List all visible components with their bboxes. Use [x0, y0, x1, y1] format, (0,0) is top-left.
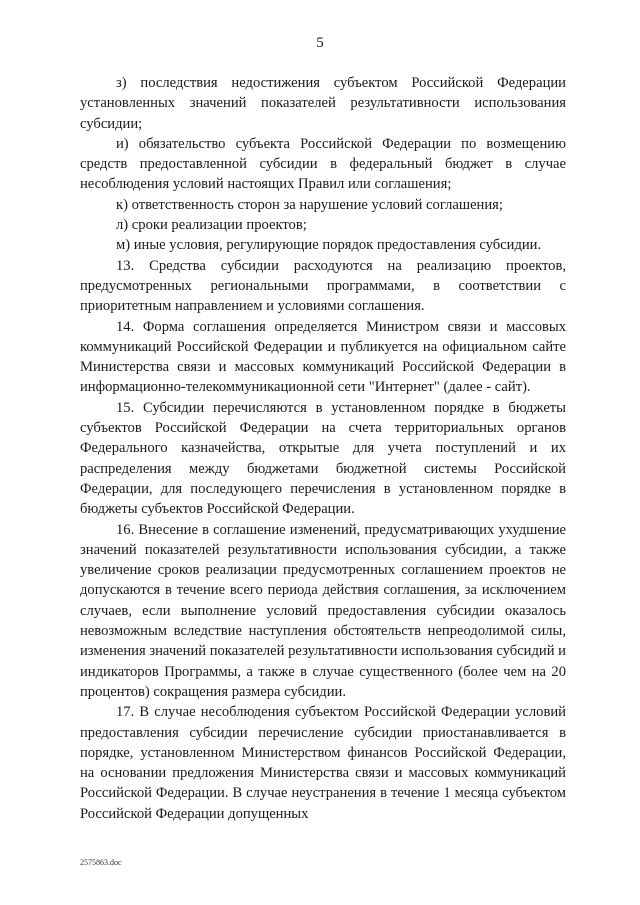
document-body [80, 73, 566, 824]
page-number: 5 [316, 35, 324, 51]
paragraph-16: 16. Внесение в соглашение изменений, предусматривающих ухудшение значений показателей результативности использования субсидии, а также увеличение сроков реализации предусмотренных соглашением проектов не допускаются в течение всего периода действия соглашения, за исключением случаев, если выполнение условий предоставления субсидии оказалось невозможным вследствие наступления обстоятельств непреодолимой силы, изменения значений показателей результативности использования субсидий и индикаторов Программы, а также в случае существенного (более чем на 20 процентов) сокращения размера субсидии. [80, 521, 566, 700]
paragraph-l: л) сроки реализации проектов; [116, 217, 307, 234]
paragraph-14: 14. Форма соглашения определяется Министром связи и массовых коммуникаций Российской Федерации и публикуется на официальном сайте Министерства связи и массовых коммуникаций Российской Федерации в информационно-телекоммуникационной сети "Интернет" (далее - сайт). [80, 318, 566, 396]
paragraph-k: к) ответственность сторон за нарушение условий соглашения; [116, 196, 503, 213]
paragraph-i: и) обязательство субъекта Российской Федерации по возмещению средств предоставленной субсидии в федеральный бюджет в случае несоблюдения условий настоящих Правил или соглашения; [80, 135, 566, 193]
paragraph-17: 17. В случае несоблюдения субъектом Российской Федерации условий предоставления субсидии перечисление субсидии приостанавливается в порядке, установленном Министерством финансов Российской Федерации, на основании предложения Министерства связи и массовых коммуникаций Российской Федерации. В случае неустранения в течение 1 месяца субъектом Российской Федерации допущенных [80, 704, 566, 822]
paragraph-z: з) последствия недостижения субъектом Российской Федерации установленных значений показателей результативности использования субсидии; [80, 75, 566, 132]
paragraph-13: 13. Средства субсидии расходуются на реализацию проектов, предусмотренных региональными программами, в соответствии с приоритетным направлением и условиями соглашения. [80, 257, 566, 315]
paragraph-m: м) иные условия, регулирующие порядок предоставления субсидии. [116, 237, 542, 254]
document-filename: 2575863.doc [80, 858, 122, 867]
paragraph-15: 15. Субсидии перечисляются в установленном порядке в бюджеты субъектов Российской Федерации на счета территориальных органов Федерального казначейства, открытые для учета поступлений и их распределения между бюджетами бюджетной системы Российской Федерации, для последующего перечисления в установленном порядке в бюджеты субъектов Российской Федерации. [80, 399, 566, 518]
